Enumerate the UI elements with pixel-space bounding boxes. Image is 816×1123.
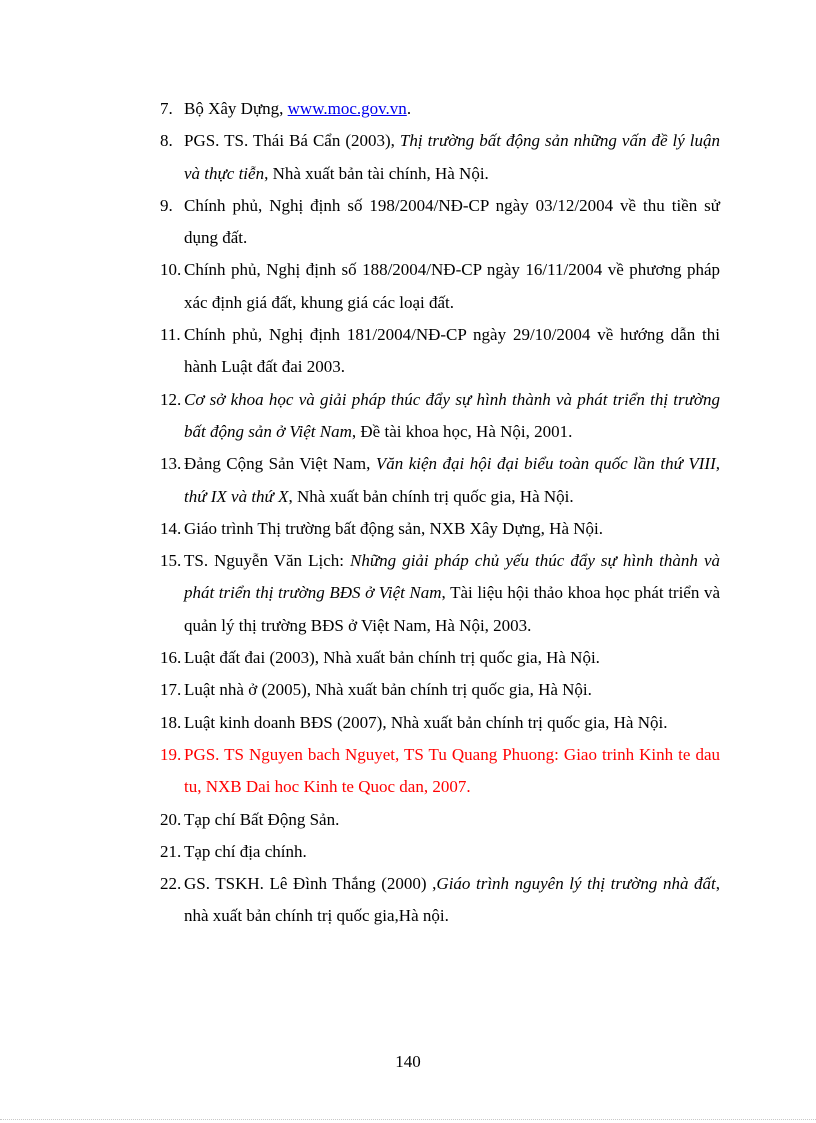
reference-link[interactable]: www.moc.gov.vn: [287, 99, 407, 118]
reference-text: [184, 125, 720, 190]
reference-item: [160, 190, 720, 255]
reference-item: [160, 125, 720, 190]
reference-number: 19.: [160, 744, 182, 764]
reference-segment: Chính phủ, Nghị định số 198/2004/NĐ-CP ngày 03/12/2004 về thu tiền sử dụng đất.: [184, 195, 720, 248]
reference-number: 22.: [160, 874, 182, 894]
reference-segment: Bộ Xây Dựng,: [184, 99, 288, 118]
reference-text: [184, 384, 720, 449]
reference-number: 20.: [160, 809, 182, 829]
reference-segment: Luật đất đai (2003), Nhà xuất bản chính trị quốc gia, Hà Nội.: [184, 648, 600, 668]
reference-segment: , Nhà xuất bản chính trị quốc gia, Hà Nội.: [288, 486, 574, 506]
reference-segment: GS. TSKH. Lê Đình Thắng (2000) ,: [184, 874, 437, 894]
reference-segment: PGS. TS Nguyen bach Nguyet, TS Tu Quang Phuong: Giao trinh Kinh te dau tu, NXB Dai hoc Kinh te Quoc dan, 2007.: [184, 744, 720, 797]
reference-title: Cơ sở khoa học và giải pháp thúc đẩy sự hình thành và phát triển thị trường bất động sản ở Việt Nam: [184, 389, 720, 441]
reference-item: [160, 674, 720, 706]
reference-segment: , nhà xuất bản chính trị quốc gia,Hà nội.: [184, 874, 720, 926]
reference-number: 15.: [160, 551, 182, 571]
reference-text: [184, 739, 720, 804]
reference-text: [184, 93, 720, 125]
reference-number: 13.: [160, 454, 182, 474]
reference-item: [160, 739, 720, 804]
reference-segment: Tạp chí địa chính.: [184, 841, 307, 861]
reference-number: 8.: [160, 131, 173, 151]
reference-text: [184, 674, 720, 706]
reference-text: [184, 868, 720, 933]
reference-text: [184, 254, 720, 319]
reference-segment: TS. Nguyễn Văn Lịch:: [184, 551, 351, 571]
reference-title: Những giải pháp chủ yếu thúc đẩy sự hình thành và phát triển thị trường BĐS ở Việt Nam: [184, 551, 720, 603]
reference-segment: Tạp chí Bất Động Sản.: [184, 809, 340, 829]
reference-item: [160, 545, 720, 642]
reference-number: 16.: [160, 648, 182, 668]
page-bottom-border: [0, 1119, 816, 1120]
reference-text: [184, 545, 720, 642]
reference-segment: Giáo trình Thị trường bất động sản, NXB Xây Dựng, Hà Nội.: [184, 518, 603, 538]
reference-item: [160, 804, 720, 836]
reference-title: Văn kiện đại hội đại biểu toàn quốc lần thứ VIII, thứ IX và thứ X: [184, 454, 720, 506]
reference-number: 10.: [160, 260, 182, 280]
reference-item: [160, 93, 720, 125]
reference-segment: Đảng Cộng Sản Việt Nam,: [184, 454, 376, 474]
page-number: 140: [395, 1052, 421, 1071]
reference-number: 11.: [160, 325, 181, 345]
reference-text: [184, 190, 720, 255]
reference-segment: , Tài liệu hội thảo khoa học phát triển và quản lý thị trường BĐS ở Việt Nam, Hà Nội, 2003.: [184, 583, 720, 635]
reference-item: [160, 254, 720, 319]
reference-text: [184, 319, 720, 384]
reference-text: [184, 513, 720, 545]
reference-item: [160, 707, 720, 739]
reference-item: [160, 836, 720, 868]
reference-item: [160, 448, 720, 513]
reference-text: [184, 804, 720, 836]
reference-text: [184, 836, 720, 868]
reference-number: 12.: [160, 389, 182, 409]
reference-item: [160, 319, 720, 384]
reference-number: 14.: [160, 518, 182, 538]
reference-segment: PGS. TS. Thái Bá Cẩn (2003),: [184, 131, 400, 151]
reference-title: Giáo trình nguyên lý thị trường nhà đất: [436, 874, 716, 894]
reference-item: [160, 384, 720, 449]
reference-item: [160, 642, 720, 674]
reference-number: 21.: [160, 841, 182, 861]
reference-segment: Chính phủ, Nghị định số 188/2004/NĐ-CP ngày 16/11/2004 về phương pháp xác định giá đất, khung giá các loại đất.: [184, 260, 720, 312]
reference-segment: , Nhà xuất bản tài chính, Hà Nội.: [264, 163, 489, 183]
reference-item: [160, 868, 720, 933]
reference-title: Thị trường bất động sản những vấn đề lý luận và thực tiễn: [184, 131, 720, 183]
reference-segment: Chính phủ, Nghị định 181/2004/NĐ-CP ngày 29/10/2004 về hướng dẫn thi hành Luật đất đai 2003.: [184, 325, 720, 377]
reference-item: [160, 513, 720, 545]
reference-number: 7.: [160, 99, 173, 118]
reference-text: [184, 448, 720, 513]
reference-segment: Luật kinh doanh BĐS (2007), Nhà xuất bản chính trị quốc gia, Hà Nội.: [184, 712, 668, 732]
reference-number: 9.: [160, 195, 173, 215]
reference-segment: .: [406, 99, 412, 118]
reference-segment: , Đề tài khoa học, Hà Nội, 2001.: [351, 421, 573, 441]
reference-text: [184, 642, 720, 674]
reference-text: [184, 707, 720, 739]
reference-number: 18.: [160, 712, 182, 732]
reference-list: [160, 93, 720, 933]
reference-number: 17.: [160, 680, 182, 700]
reference-segment: Luật nhà ở (2005), Nhà xuất bản chính trị quốc gia, Hà Nội.: [184, 680, 592, 700]
